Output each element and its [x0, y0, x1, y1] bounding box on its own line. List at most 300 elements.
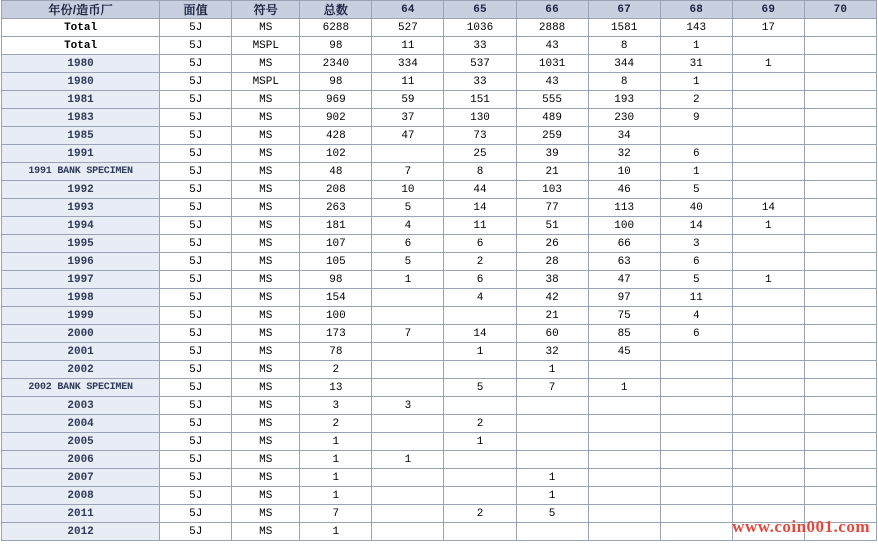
cell-symbol: MS [232, 217, 300, 235]
cell-grade-count [588, 469, 660, 487]
cell-grade-count: 85 [588, 325, 660, 343]
cell-grade-count [588, 523, 660, 541]
cell-grade-count: 259 [516, 127, 588, 145]
cell-year: 1983 [2, 109, 160, 127]
cell-grade-count: 38 [516, 271, 588, 289]
cell-total: 2 [300, 361, 372, 379]
cell-grade-count [732, 361, 804, 379]
cell-symbol: MS [232, 181, 300, 199]
cell-grade-count [732, 289, 804, 307]
cell-total: 48 [300, 163, 372, 181]
cell-grade-count: 3 [372, 397, 444, 415]
cell-grade-count: 151 [444, 91, 516, 109]
cell-grade-count [444, 487, 516, 505]
cell-grade-count [804, 469, 876, 487]
cell-grade-count [372, 487, 444, 505]
cell-grade-count [732, 343, 804, 361]
cell-grade-count: 1 [660, 73, 732, 91]
cell-grade-count [588, 397, 660, 415]
cell-denomination: 5J [160, 505, 232, 523]
table-row [2, 307, 877, 325]
cell-denomination: 5J [160, 397, 232, 415]
coin-grading-table [1, 0, 877, 541]
cell-grade-count: 7 [372, 325, 444, 343]
cell-grade-count [804, 127, 876, 145]
table-row [2, 397, 877, 415]
cell-grade-count [804, 199, 876, 217]
cell-grade-count [516, 415, 588, 433]
cell-grade-count: 33 [444, 73, 516, 91]
cell-grade-count [732, 145, 804, 163]
column-header: 68 [660, 1, 732, 19]
cell-grade-count: 21 [516, 163, 588, 181]
cell-year: Total [2, 37, 160, 55]
cell-total: 3 [300, 397, 372, 415]
cell-symbol: MS [232, 271, 300, 289]
column-header: 符号 [232, 1, 300, 19]
cell-grade-count: 26 [516, 235, 588, 253]
table-row [2, 37, 877, 55]
cell-grade-count [660, 379, 732, 397]
cell-grade-count: 51 [516, 217, 588, 235]
cell-grade-count [372, 361, 444, 379]
cell-grade-count: 334 [372, 55, 444, 73]
cell-symbol: MS [232, 55, 300, 73]
cell-grade-count: 1 [372, 451, 444, 469]
cell-grade-count: 7 [372, 163, 444, 181]
cell-grade-count: 1581 [588, 19, 660, 37]
cell-grade-count: 8 [588, 73, 660, 91]
cell-grade-count [372, 523, 444, 541]
cell-grade-count: 14 [660, 217, 732, 235]
cell-grade-count: 14 [444, 199, 516, 217]
cell-grade-count [804, 505, 876, 523]
cell-grade-count: 1 [444, 433, 516, 451]
cell-grade-count: 1 [516, 469, 588, 487]
cell-grade-count [732, 37, 804, 55]
cell-grade-count [372, 469, 444, 487]
cell-total: 78 [300, 343, 372, 361]
cell-grade-count: 60 [516, 325, 588, 343]
table-row [2, 19, 877, 37]
cell-grade-count [372, 343, 444, 361]
column-header: 年份/造币厂 [2, 1, 160, 19]
cell-grade-count: 73 [444, 127, 516, 145]
cell-symbol: MS [232, 487, 300, 505]
cell-denomination: 5J [160, 91, 232, 109]
cell-grade-count: 1 [372, 271, 444, 289]
cell-grade-count [444, 361, 516, 379]
table-row [2, 253, 877, 271]
cell-grade-count [804, 181, 876, 199]
cell-grade-count: 21 [516, 307, 588, 325]
cell-denomination: 5J [160, 73, 232, 91]
cell-symbol: MS [232, 397, 300, 415]
cell-year: 1991 BANK SPECIMEN [2, 163, 160, 181]
column-header: 70 [804, 1, 876, 19]
cell-grade-count: 4 [444, 289, 516, 307]
cell-year: 1985 [2, 127, 160, 145]
cell-year: 2004 [2, 415, 160, 433]
cell-grade-count: 100 [588, 217, 660, 235]
cell-grade-count [732, 397, 804, 415]
cell-grade-count: 5 [660, 271, 732, 289]
cell-grade-count: 46 [588, 181, 660, 199]
cell-grade-count [588, 361, 660, 379]
column-header: 64 [372, 1, 444, 19]
cell-total: 13 [300, 379, 372, 397]
cell-total: 105 [300, 253, 372, 271]
column-header: 67 [588, 1, 660, 19]
cell-denomination: 5J [160, 235, 232, 253]
cell-grade-count: 1 [516, 487, 588, 505]
cell-total: 98 [300, 37, 372, 55]
cell-grade-count: 230 [588, 109, 660, 127]
cell-grade-count [444, 307, 516, 325]
cell-grade-count [804, 451, 876, 469]
cell-grade-count [732, 91, 804, 109]
cell-grade-count: 130 [444, 109, 516, 127]
cell-year: 1981 [2, 91, 160, 109]
cell-grade-count [516, 523, 588, 541]
cell-grade-count: 25 [444, 145, 516, 163]
cell-grade-count: 11 [444, 217, 516, 235]
cell-denomination: 5J [160, 163, 232, 181]
cell-grade-count [804, 73, 876, 91]
cell-denomination: 5J [160, 181, 232, 199]
cell-grade-count: 75 [588, 307, 660, 325]
cell-grade-count [804, 379, 876, 397]
table-row [2, 379, 877, 397]
cell-total: 7 [300, 505, 372, 523]
cell-grade-count [732, 127, 804, 145]
cell-grade-count: 17 [732, 19, 804, 37]
cell-grade-count [732, 451, 804, 469]
cell-grade-count: 11 [372, 73, 444, 91]
cell-grade-count: 32 [516, 343, 588, 361]
cell-denomination: 5J [160, 199, 232, 217]
cell-grade-count [732, 307, 804, 325]
cell-year: 1997 [2, 271, 160, 289]
cell-grade-count: 6 [372, 235, 444, 253]
cell-year: 2012 [2, 523, 160, 541]
cell-denomination: 5J [160, 415, 232, 433]
cell-grade-count [732, 73, 804, 91]
cell-grade-count: 66 [588, 235, 660, 253]
cell-grade-count [804, 397, 876, 415]
cell-grade-count [372, 289, 444, 307]
table-row [2, 433, 877, 451]
cell-grade-count: 37 [372, 109, 444, 127]
column-header: 66 [516, 1, 588, 19]
cell-grade-count [804, 433, 876, 451]
cell-symbol: MS [232, 505, 300, 523]
cell-total: 428 [300, 127, 372, 145]
table-row [2, 343, 877, 361]
cell-grade-count: 5 [660, 181, 732, 199]
cell-year: 2002 [2, 361, 160, 379]
cell-denomination: 5J [160, 253, 232, 271]
cell-total: 98 [300, 271, 372, 289]
cell-grade-count: 2 [444, 415, 516, 433]
cell-grade-count: 42 [516, 289, 588, 307]
table-row [2, 361, 877, 379]
cell-grade-count [444, 397, 516, 415]
cell-grade-count [804, 361, 876, 379]
cell-grade-count: 43 [516, 37, 588, 55]
cell-grade-count: 43 [516, 73, 588, 91]
cell-grade-count: 6 [444, 235, 516, 253]
cell-grade-count: 6 [660, 325, 732, 343]
cell-grade-count: 1 [660, 163, 732, 181]
cell-total: 263 [300, 199, 372, 217]
cell-grade-count: 11 [372, 37, 444, 55]
cell-grade-count [372, 307, 444, 325]
cell-grade-count [588, 487, 660, 505]
cell-denomination: 5J [160, 325, 232, 343]
cell-grade-count [444, 469, 516, 487]
cell-denomination: 5J [160, 451, 232, 469]
cell-grade-count [588, 451, 660, 469]
cell-total: 1 [300, 523, 372, 541]
cell-grade-count [804, 217, 876, 235]
cell-grade-count: 10 [372, 181, 444, 199]
cell-grade-count: 31 [660, 55, 732, 73]
cell-grade-count [372, 145, 444, 163]
table-header-row [2, 1, 877, 19]
cell-grade-count [804, 91, 876, 109]
cell-grade-count: 39 [516, 145, 588, 163]
cell-grade-count [660, 487, 732, 505]
cell-grade-count [732, 163, 804, 181]
table-row [2, 415, 877, 433]
table-row [2, 181, 877, 199]
table-row [2, 289, 877, 307]
cell-grade-count: 537 [444, 55, 516, 73]
cell-year: 2005 [2, 433, 160, 451]
cell-grade-count: 4 [372, 217, 444, 235]
cell-total: 2 [300, 415, 372, 433]
cell-grade-count [732, 415, 804, 433]
cell-total: 181 [300, 217, 372, 235]
table-row [2, 199, 877, 217]
cell-grade-count [660, 127, 732, 145]
cell-year: 2001 [2, 343, 160, 361]
cell-symbol: MS [232, 91, 300, 109]
cell-grade-count [444, 451, 516, 469]
table-row [2, 325, 877, 343]
cell-grade-count: 33 [444, 37, 516, 55]
cell-grade-count: 193 [588, 91, 660, 109]
cell-grade-count: 2888 [516, 19, 588, 37]
cell-grade-count [804, 487, 876, 505]
column-header: 65 [444, 1, 516, 19]
cell-year: 2008 [2, 487, 160, 505]
cell-denomination: 5J [160, 127, 232, 145]
cell-year: 1992 [2, 181, 160, 199]
cell-grade-count: 2 [444, 505, 516, 523]
cell-denomination: 5J [160, 469, 232, 487]
cell-grade-count: 344 [588, 55, 660, 73]
cell-grade-count [732, 253, 804, 271]
cell-grade-count [804, 289, 876, 307]
cell-denomination: 5J [160, 361, 232, 379]
cell-denomination: 5J [160, 109, 232, 127]
table-row [2, 55, 877, 73]
cell-grade-count: 77 [516, 199, 588, 217]
cell-grade-count: 6 [444, 271, 516, 289]
cell-grade-count [588, 415, 660, 433]
cell-grade-count: 143 [660, 19, 732, 37]
cell-symbol: MS [232, 307, 300, 325]
cell-grade-count [372, 433, 444, 451]
cell-total: 154 [300, 289, 372, 307]
cell-grade-count [804, 523, 876, 541]
cell-denomination: 5J [160, 145, 232, 163]
cell-symbol: MS [232, 163, 300, 181]
cell-grade-count: 1 [660, 37, 732, 55]
cell-symbol: MS [232, 325, 300, 343]
cell-grade-count [804, 109, 876, 127]
cell-grade-count [732, 109, 804, 127]
cell-grade-count [804, 343, 876, 361]
cell-grade-count: 7 [516, 379, 588, 397]
cell-symbol: MS [232, 289, 300, 307]
table-row [2, 109, 877, 127]
cell-symbol: MS [232, 451, 300, 469]
cell-grade-count: 40 [660, 199, 732, 217]
cell-symbol: MS [232, 145, 300, 163]
cell-grade-count: 1 [732, 55, 804, 73]
cell-total: 1 [300, 487, 372, 505]
cell-grade-count [732, 487, 804, 505]
cell-grade-count [804, 37, 876, 55]
table-row [2, 469, 877, 487]
cell-denomination: 5J [160, 55, 232, 73]
table-row [2, 145, 877, 163]
cell-symbol: MS [232, 127, 300, 145]
table-row [2, 217, 877, 235]
cell-grade-count: 5 [372, 253, 444, 271]
cell-grade-count [660, 523, 732, 541]
cell-grade-count [732, 505, 804, 523]
cell-grade-count [372, 379, 444, 397]
cell-grade-count: 1 [732, 217, 804, 235]
cell-grade-count [732, 379, 804, 397]
table-row [2, 487, 877, 505]
cell-year: 1996 [2, 253, 160, 271]
cell-symbol: MS [232, 253, 300, 271]
cell-symbol: MSPL [232, 73, 300, 91]
cell-denomination: 5J [160, 19, 232, 37]
cell-grade-count [804, 253, 876, 271]
cell-denomination: 5J [160, 487, 232, 505]
cell-total: 969 [300, 91, 372, 109]
cell-denomination: 5J [160, 433, 232, 451]
table-row [2, 505, 877, 523]
cell-grade-count: 63 [588, 253, 660, 271]
cell-grade-count: 11 [660, 289, 732, 307]
table-row [2, 451, 877, 469]
cell-grade-count [660, 361, 732, 379]
cell-year: 1991 [2, 145, 160, 163]
cell-year: 1995 [2, 235, 160, 253]
table-row [2, 235, 877, 253]
cell-grade-count [732, 181, 804, 199]
cell-total: 2340 [300, 55, 372, 73]
cell-total: 6288 [300, 19, 372, 37]
cell-symbol: MS [232, 469, 300, 487]
cell-grade-count: 28 [516, 253, 588, 271]
cell-grade-count: 5 [516, 505, 588, 523]
cell-grade-count: 4 [660, 307, 732, 325]
cell-year: 2000 [2, 325, 160, 343]
table-row [2, 73, 877, 91]
cell-grade-count [372, 415, 444, 433]
cell-total: 100 [300, 307, 372, 325]
table-row [2, 271, 877, 289]
cell-year: 2003 [2, 397, 160, 415]
table-row [2, 523, 877, 541]
cell-grade-count: 2 [444, 253, 516, 271]
cell-grade-count: 32 [588, 145, 660, 163]
column-header: 69 [732, 1, 804, 19]
cell-grade-count: 34 [588, 127, 660, 145]
cell-grade-count [660, 343, 732, 361]
cell-symbol: MS [232, 235, 300, 253]
cell-grade-count [804, 415, 876, 433]
cell-symbol: MS [232, 343, 300, 361]
cell-grade-count: 527 [372, 19, 444, 37]
cell-grade-count [660, 415, 732, 433]
cell-grade-count: 45 [588, 343, 660, 361]
cell-grade-count [804, 19, 876, 37]
cell-grade-count: 8 [444, 163, 516, 181]
cell-symbol: MS [232, 19, 300, 37]
cell-grade-count: 5 [444, 379, 516, 397]
cell-year: 2011 [2, 505, 160, 523]
cell-grade-count: 2 [660, 91, 732, 109]
cell-grade-count [372, 505, 444, 523]
cell-grade-count: 555 [516, 91, 588, 109]
cell-grade-count [732, 469, 804, 487]
cell-total: 1 [300, 433, 372, 451]
cell-grade-count [804, 145, 876, 163]
column-header: 总数 [300, 1, 372, 19]
cell-grade-count: 8 [588, 37, 660, 55]
cell-grade-count [660, 451, 732, 469]
cell-grade-count: 1036 [444, 19, 516, 37]
cell-symbol: MS [232, 361, 300, 379]
cell-grade-count [588, 433, 660, 451]
cell-year: 1980 [2, 55, 160, 73]
cell-denomination: 5J [160, 271, 232, 289]
watermark: www.coin001.com [732, 517, 870, 536]
table-body [2, 19, 877, 541]
cell-grade-count: 14 [444, 325, 516, 343]
cell-grade-count: 1031 [516, 55, 588, 73]
cell-grade-count: 3 [660, 235, 732, 253]
cell-grade-count: 489 [516, 109, 588, 127]
cell-grade-count [804, 271, 876, 289]
cell-grade-count [732, 523, 804, 541]
cell-grade-count [444, 523, 516, 541]
cell-grade-count: 9 [660, 109, 732, 127]
cell-denomination: 5J [160, 37, 232, 55]
cell-grade-count: 113 [588, 199, 660, 217]
cell-year: 1999 [2, 307, 160, 325]
cell-grade-count [588, 505, 660, 523]
